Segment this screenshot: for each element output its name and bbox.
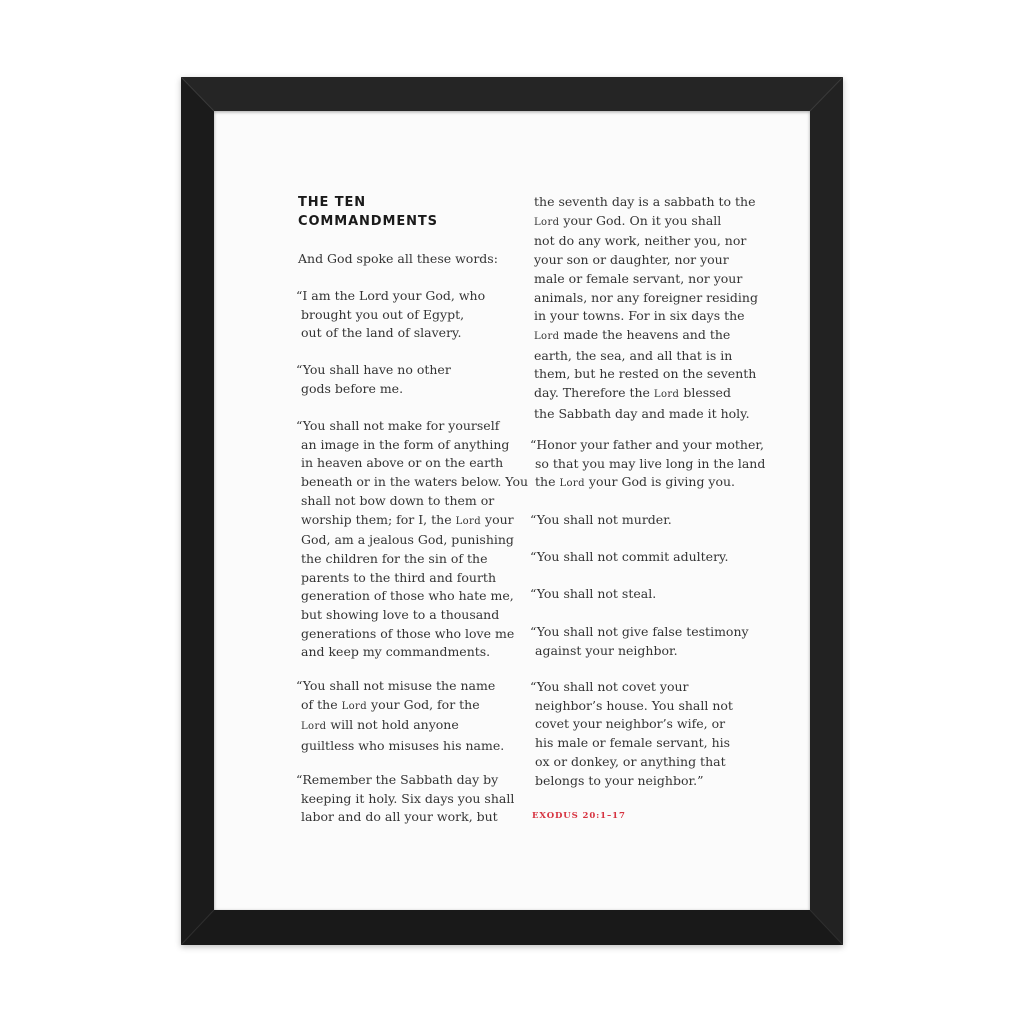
commandment-false-testimony: “You shall not give false testimony against your neighbor. [530,624,749,658]
commandment-honor-parents: “Honor your father and your mother, so that you may live long in the land the Lord your God is giving you. [530,437,766,490]
lord-small-caps: Lord [301,721,327,733]
print-mat [214,111,810,910]
commandment-4: “You shall not misuse the name of the Lord your God, for the Lord will not hold anyone guiltless who misuses his name. [296,678,505,754]
picture-frame [181,77,843,945]
lord-small-caps: Lord [534,216,560,228]
commandment-adultery: “You shall not commit adultery. [530,549,729,564]
title-line-1: THE TEN [298,195,367,210]
commandment-covet: “You shall not covet your neighbor’s house. You shall not covet your neighbor’s wife, or his male or female servant, his ox or donkey, or anything that belongs to your neighbor.” [530,679,733,788]
commandment-5-start: “Remember the Sabbath day by keeping it holy. Six days you shall labor and do all your work, but [296,772,515,825]
lord-small-caps: Lord [559,478,585,490]
scripture-citation: EXODUS 20:1–17 [532,811,626,821]
commandment-5-continued: the seventh day is a sabbath to the Lord your God. On it you shall not do any work, neither you, nor your son or daughter, nor your male or female servant, nor your animals, nor any foreigner residing in your towns. For in six days the Lord made the heavens and the earth, the sea, and all that is in them, but he rested on the seventh day. Therefore the Lord blessed the Sabbath day and made it holy. [534,194,758,421]
lord-small-caps: Lord [653,389,680,401]
intro-line: And God spoke all these words: [298,251,498,266]
commandment-steal: “You shall not steal. [530,586,657,601]
commandment-3: “You shall not make for yourself an image in the form of anything in heaven above or on the earth beneath or in the waters below. You shall not bow down to them or worship them; for I, the Lord your God, am a jealous God, punishing the children for the sin of the parents to the third and fourth generation of those who hate me, but showing love to a thousand generations of those who love me and keep my commandments. [296,418,529,660]
title-line-2: COMMANDMENTS [298,214,438,229]
lord-small-caps: Lord [341,700,368,712]
commandment-murder: “You shall not murder. [530,512,672,527]
lord-small-caps: Lord [455,515,482,527]
commandment-2: “You shall have no other gods before me. [296,362,451,396]
lord-small-caps: Lord [534,330,560,342]
page-title [298,193,438,231]
commandment-1: “I am the Lord your God, who brought you out of Egypt, out of the land of slavery. [296,288,486,341]
